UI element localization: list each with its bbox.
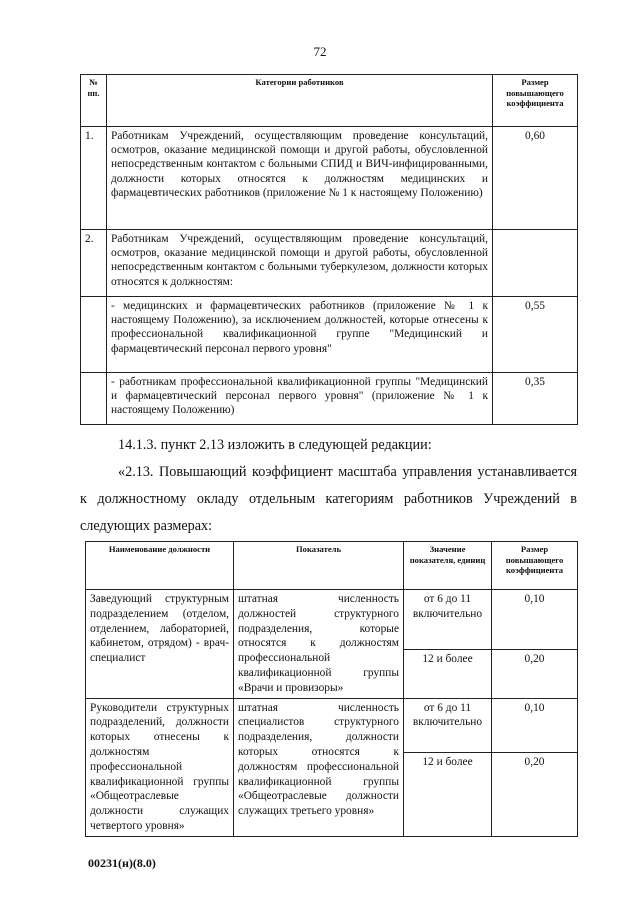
table-row: [86, 698, 578, 752]
table1-header-coef: Размер повышающего коэффициента: [493, 75, 578, 127]
row-coefficient: 0,60: [493, 127, 578, 230]
document-code: 00231(н)(8.0): [88, 856, 156, 870]
table-row: [81, 297, 578, 373]
row-number: [81, 297, 107, 373]
indicator-text: штатная численность должностей структурного подразделения, которые относятся к должностям профессиональной квалификационной группы «Врачи и провизоры»: [234, 590, 404, 699]
coefficient-table-2: [85, 541, 578, 837]
row-coefficient: 0,10: [492, 590, 578, 650]
row-coefficient: [493, 230, 578, 297]
table1-header-category: Категории работников: [107, 75, 493, 127]
row-coefficient: 0,35: [493, 373, 578, 425]
row-number: 2.: [81, 230, 107, 297]
indicator-value: 12 и более: [404, 752, 492, 836]
table2-header-position: Наименование должности: [86, 542, 234, 590]
row-coefficient: 0,55: [493, 297, 578, 373]
table-row: [81, 230, 578, 297]
row-number: 1.: [81, 127, 107, 230]
indicator-value: от 6 до 11 включительно: [404, 590, 492, 650]
table2-header-row: [86, 542, 578, 590]
table2-header-value: Значение показателя, единиц: [404, 542, 492, 590]
table2-header-indicator: Показатель: [234, 542, 404, 590]
indicator-value: 12 и более: [404, 649, 492, 698]
position-name: Руководители структурных подразделений, должности которых отнесены к должностям профессиональной квалификационной группы «Общеотраслевые должности служащих четвертого уровня»: [86, 698, 234, 836]
table-row: [81, 127, 578, 230]
row-category-text: - работникам профессиональной квалификационной группы "Медицинский и фармацевтический персонал первого уровня" (приложение № 1 к настоящему Положению): [107, 373, 493, 425]
indicator-text: штатная численность специалистов структурного подразделения, должности которых относятся к должностям профессиональной квалификационной группы «Общеотраслевые должности служащих третьего уровня»: [234, 698, 404, 836]
coefficient-table-1: [80, 74, 578, 425]
table-row: [86, 590, 578, 650]
position-name: Заведующий структурным подразделением (отделом, отделением, лабораторией, кабинетом, отрядом) - врач-специалист: [86, 590, 234, 699]
table-row: [81, 373, 578, 425]
paragraph-clause: «2.13. Повышающий коэффициент масштаба управления устанавливается к должностному окладу отдельным категориям работников Учреждений в следующих размерах:: [80, 464, 577, 534]
indicator-value: от 6 до 11 включительно: [404, 698, 492, 752]
row-category-text: - медицинских и фармацевтических работников (приложение № 1 к настоящему Положению), за исключением должностей, которые отнесены к профессиональной квалификационной группе "Медицинский и фармацевтический персонал первого уровня": [107, 297, 493, 373]
table2-header-coef: Размер повышающего коэффициента: [492, 542, 578, 590]
table1-header-row: [81, 75, 578, 127]
row-category-text: Работникам Учреждений, осуществляющим проведение консультаций, осмотров, оказание медицинской помощи и другой работы, обусловленной непосредственным контактом с больными туберкулезом, должности которых относятся к должностям:: [107, 230, 493, 297]
row-coefficient: 0,10: [492, 698, 578, 752]
row-coefficient: 0,20: [492, 649, 578, 698]
paragraph-amendment: 14.1.3. пункт 2.13 изложить в следующей редакции:: [118, 437, 432, 453]
row-number: [81, 373, 107, 425]
table1-header-num: № пп.: [81, 75, 107, 127]
row-category-text: Работникам Учреждений, осуществляющим проведение консультаций, осмотров, оказание медицинской помощи и другой работы, обусловленной непосредственным контактом с больными СПИД и ВИЧ-инфицированными, должности которых относятся к должностям медицинских и фармацевтических работников (приложение № 1 к настоящему Положению): [107, 127, 493, 230]
row-coefficient: 0,20: [492, 752, 578, 836]
page-number: 72: [313, 44, 327, 59]
